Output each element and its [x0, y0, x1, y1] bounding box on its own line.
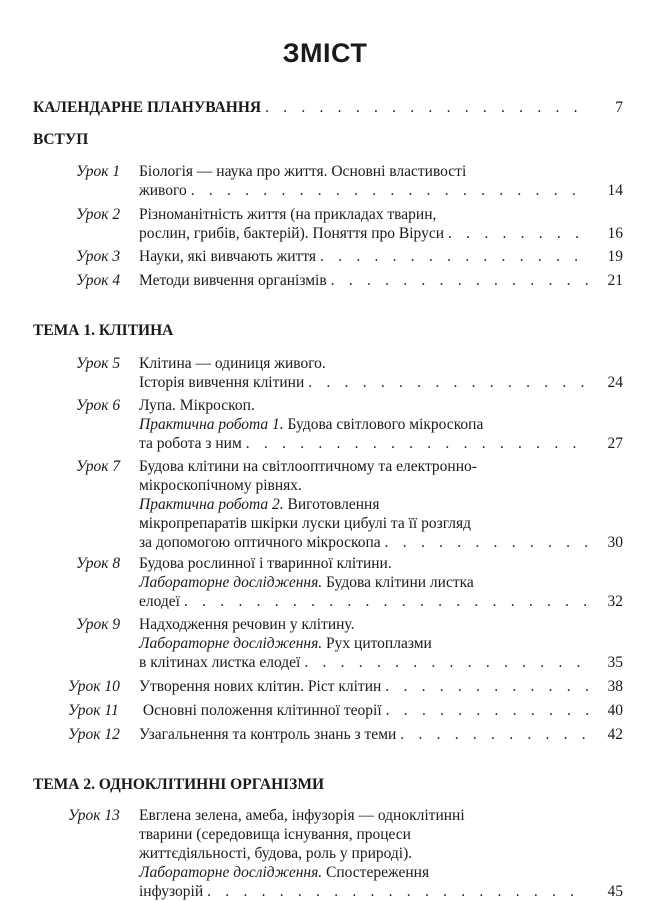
entry-text-line: Утворення нових клітин. Ріст клітин	[139, 678, 382, 695]
lesson-number: Урок 12	[68, 726, 120, 743]
dot-leader	[246, 434, 589, 453]
dot-leader	[385, 533, 589, 552]
lesson-number: Урок 6	[76, 397, 121, 414]
entry-text-line: рослин, грибів, бактерій). Поняття про Віруси	[139, 225, 445, 242]
page-number: 27	[607, 435, 623, 452]
entry-text-line: Різноманітність життя (на прикладах тварин,	[139, 206, 437, 223]
page-number: 40	[607, 702, 623, 719]
dot-leader	[331, 271, 589, 290]
entry-text-line: Лупа. Мікроскоп.	[139, 397, 255, 414]
entry-text-line: за допомогою оптичного мікроскопа	[139, 534, 381, 551]
dot-leader	[448, 224, 589, 243]
dot-leader	[191, 181, 589, 200]
lesson-number: Урок 3	[76, 248, 121, 265]
entry-text-line: Методи вивчення організмів	[139, 272, 327, 289]
lab-study-text: Спостереження	[322, 864, 430, 881]
dot-leader	[320, 247, 589, 266]
page-number: 14	[607, 182, 623, 199]
lab-study-text: Будова клітини листка	[322, 574, 474, 591]
lesson-number: Урок 5	[76, 355, 121, 372]
page-number: 38	[607, 678, 623, 695]
lesson-number: Урок 10	[68, 678, 120, 695]
lesson-number: Урок 8	[76, 555, 121, 572]
page-number: 7	[615, 99, 623, 116]
entry-text-line: мікроскопічному рівнях.	[139, 477, 302, 494]
dot-leader	[304, 653, 589, 672]
entry-text-line: Історія вивчення клітини	[139, 374, 305, 391]
entry-text-line: живого	[139, 182, 187, 199]
lesson-number: Урок 9	[76, 616, 121, 633]
entry-text-line: та робота з ним	[139, 435, 242, 452]
practical-work-label: Практична робота 2.	[139, 496, 284, 513]
page-number: 42	[607, 726, 623, 743]
practical-work-text: Виготовлення	[283, 496, 380, 513]
entry-text-line: Науки, які вивчають життя	[139, 248, 317, 265]
entry-text-line: в клітинах листка елодеї	[139, 654, 301, 671]
entry-text-line: Основні положення клітинної теорії	[139, 702, 382, 719]
entry-text-line: Будова рослинної і тваринної клітини.	[139, 555, 392, 572]
dot-leader	[386, 701, 589, 720]
lesson-number: Урок 7	[76, 458, 121, 475]
toc-entry-calendar[interactable]	[33, 98, 623, 117]
practical-work-label: Практична робота 1.	[139, 416, 284, 433]
lesson-number: Урок 11	[68, 702, 119, 719]
entry-text-line	[139, 863, 623, 882]
section-heading-theme-1: ТЕМА 1. КЛІТИНА	[33, 322, 174, 339]
entry-text-line: Надходження речовин у клітину.	[139, 616, 355, 633]
entry-text-line: мікропрепаратів шкірки луски цибулі та її розгляд	[139, 515, 472, 532]
dot-leader	[385, 677, 589, 696]
entry-text-line: елодеї	[139, 593, 180, 610]
lesson-number: Урок 2	[76, 206, 121, 223]
lesson-number: Урок 4	[76, 272, 121, 289]
lab-study-label: Лабораторне дослідження.	[139, 574, 323, 591]
entry-text-line	[139, 415, 623, 434]
dot-leader	[207, 882, 589, 901]
lesson-number: Урок 1	[76, 163, 121, 180]
page-title: ЗМІСТ	[282, 38, 368, 68]
entry-text-line	[139, 573, 623, 592]
dot-leader	[265, 98, 589, 117]
entry-text-line: інфузорій	[139, 883, 204, 900]
page-number: 21	[607, 272, 623, 289]
section-heading-theme-2: ТЕМА 2. ОДНОКЛІТИННІ ОРГАНІЗМИ	[33, 776, 325, 793]
page-number: 19	[607, 248, 623, 265]
page-number: 35	[607, 654, 623, 671]
toc-entry-label: КАЛЕНДАРНЕ ПЛАНУВАННЯ	[33, 99, 262, 116]
entry-text-line	[139, 495, 623, 514]
lab-study-label: Лабораторне дослідження.	[139, 635, 323, 652]
section-heading-intro: ВСТУП	[33, 131, 89, 148]
page-number: 32	[607, 593, 623, 610]
page-number: 30	[607, 534, 623, 551]
lab-study-text: Рух цитоплазми	[322, 635, 432, 652]
dot-leader	[400, 725, 589, 744]
entry-text-line: Будова клітини на світлооптичному та електронно-	[139, 458, 477, 475]
entry-text-line	[139, 634, 623, 653]
dot-leader	[184, 592, 589, 611]
lab-study-label: Лабораторне дослідження.	[139, 864, 323, 881]
lesson-number: Урок 13	[68, 807, 120, 824]
entry-text-line: Узагальнення та контроль знань з теми	[139, 726, 397, 743]
entry-text-line: Біологія — наука про життя. Основні властивості	[139, 163, 467, 180]
page-number: 16	[607, 225, 623, 242]
entry-text-line: тварини (середовища існування, процеси	[139, 826, 411, 843]
entry-text-line: життєдіяльності, будова, роль у природі).	[139, 845, 413, 862]
dot-leader	[308, 373, 589, 392]
entry-text-line: Евглена зелена, амеба, інфузорія — одноклітинні	[139, 807, 465, 824]
entry-text-line: Клітина — одиниця живого.	[139, 355, 326, 372]
practical-work-text: Будова світлового мікроскопа	[283, 416, 484, 433]
page-number: 24	[607, 374, 623, 391]
page-number: 45	[607, 883, 623, 900]
